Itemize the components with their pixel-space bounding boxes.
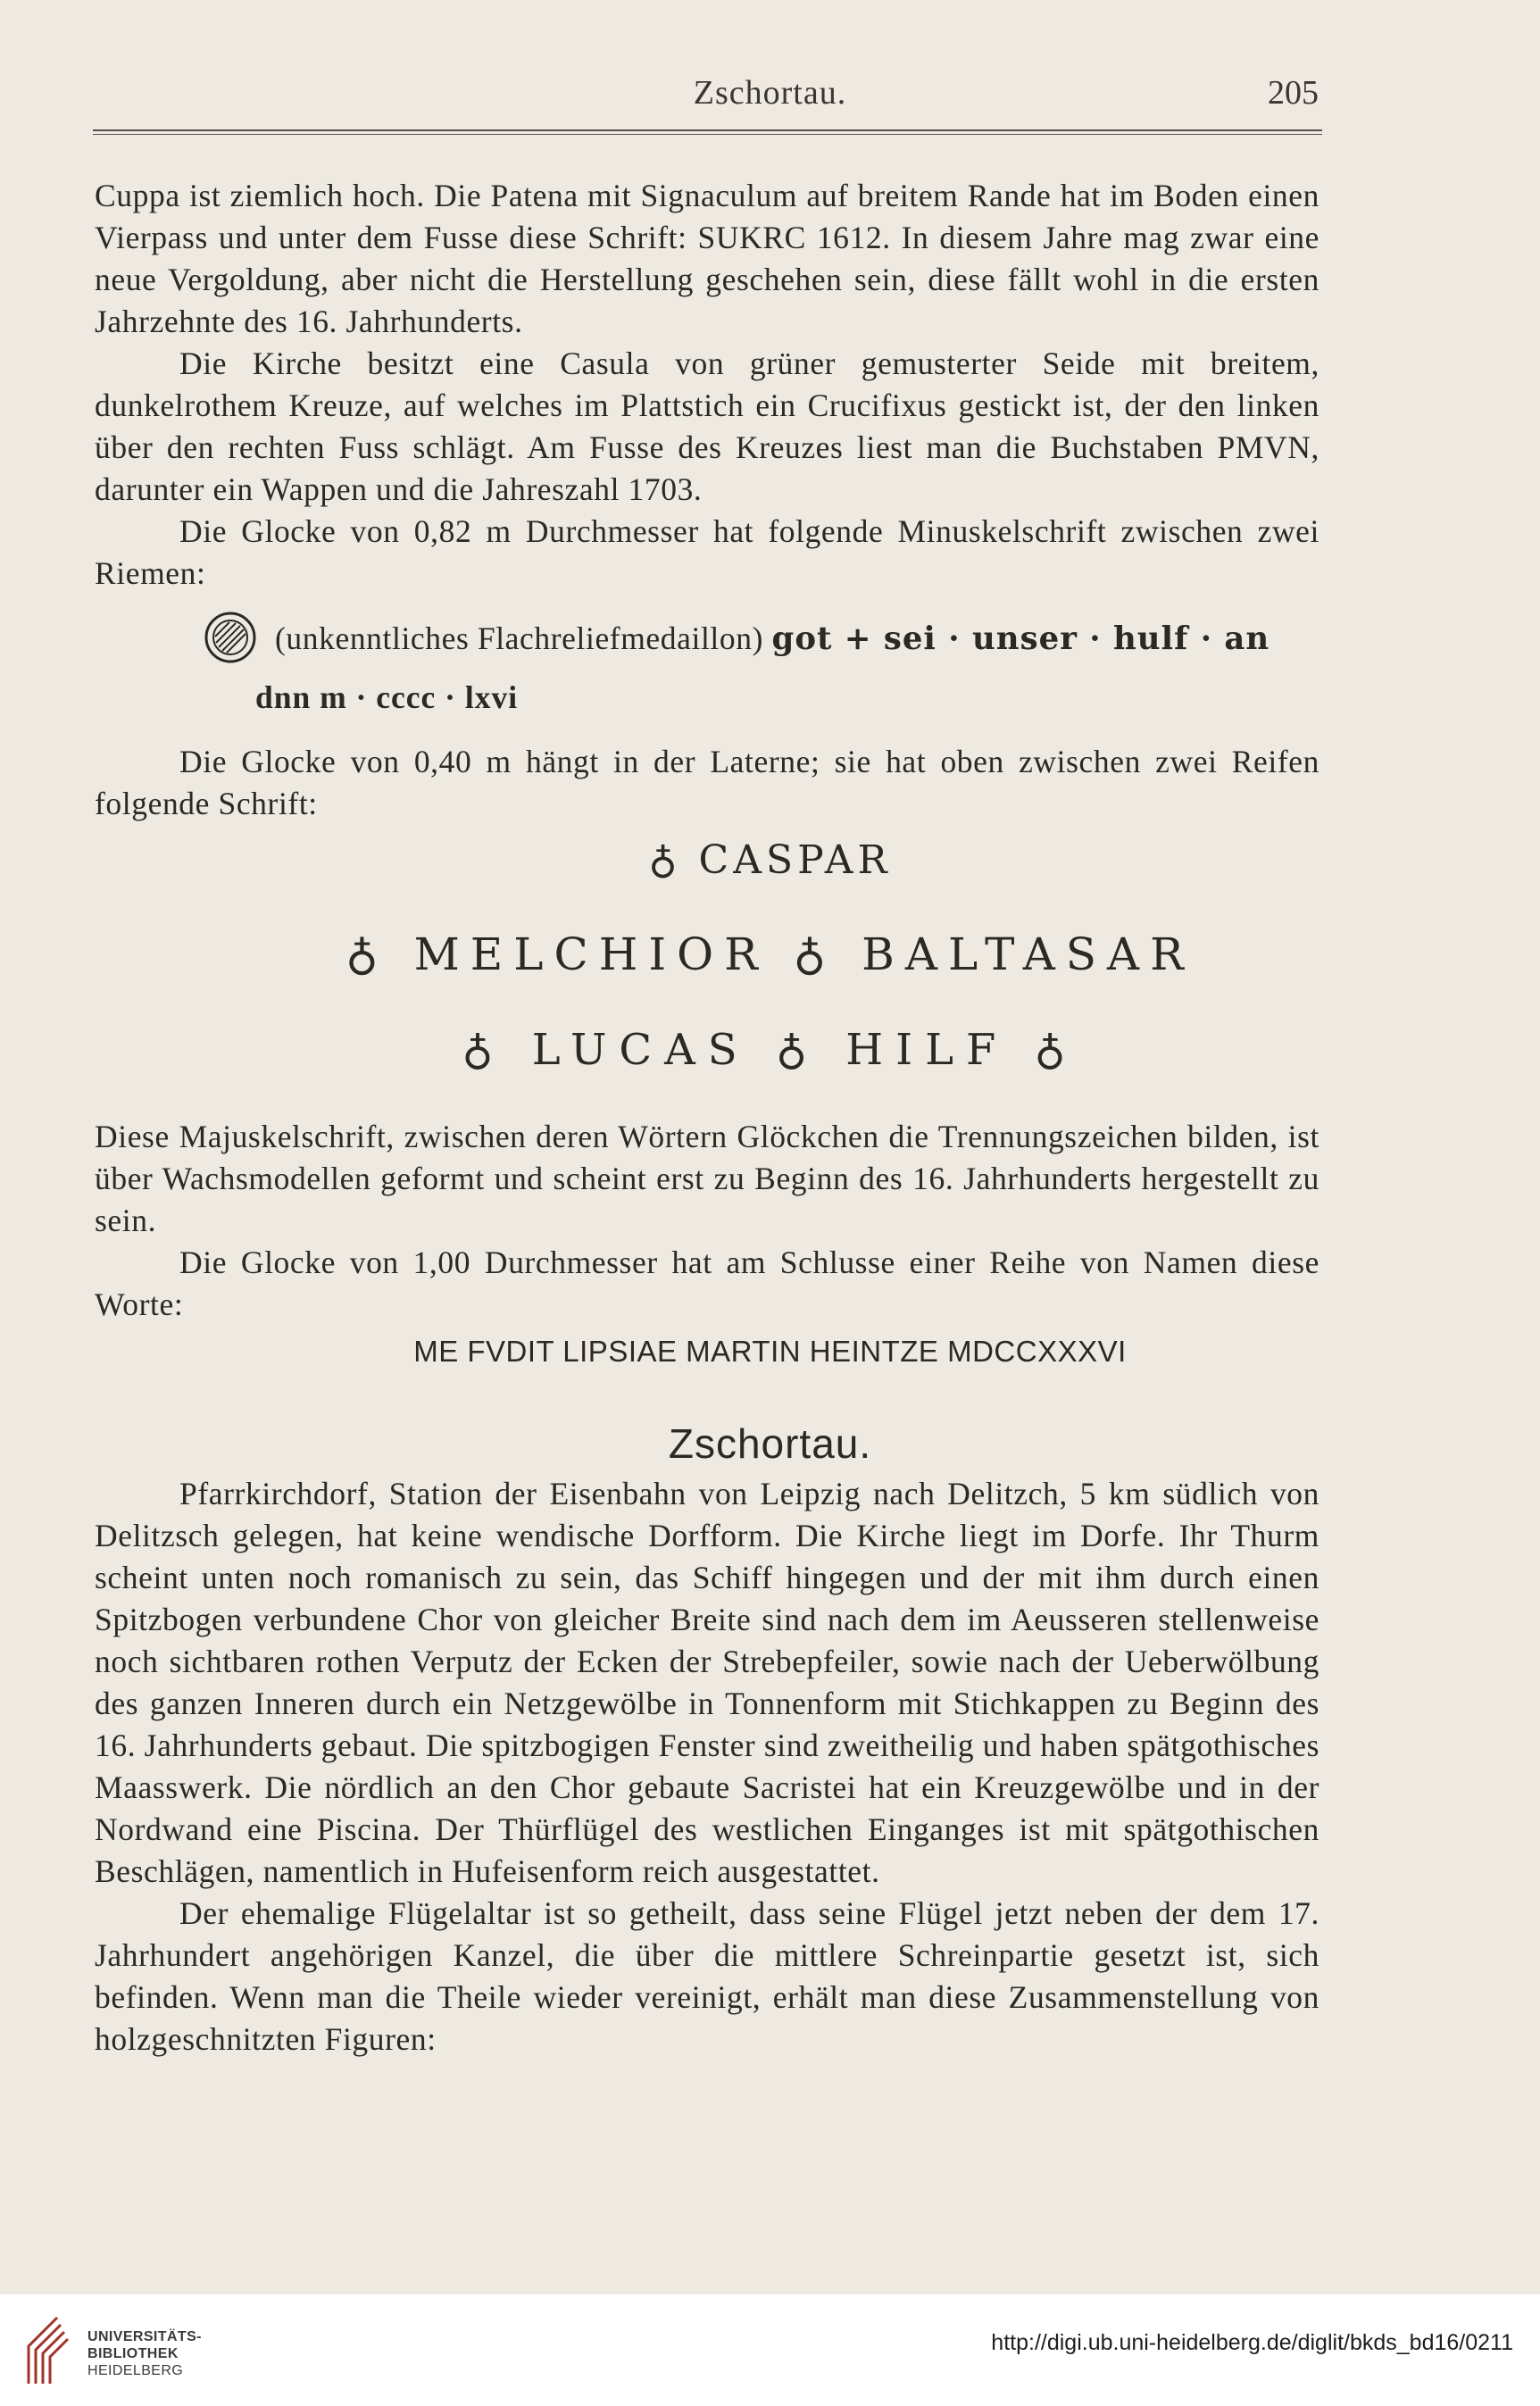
paragraph: Die Glocke von 0,82 m Durchmesser hat folgende Minuskelschrift zwischen zwei Riemen: bbox=[95, 513, 1319, 591]
inscription-line-1 bbox=[275, 620, 1269, 657]
paragraph: Die Kirche besitzt eine Casula von grüner gemusterter Seide mit breitem, dunkelrothem Kreuze, auf welches im Plattstich ein Crucifixus gestickt ist, der den linken über den rechten Fuss schlägt. Am Fusse des Kreuzes liest man die Buchstaben PMVN, darunter ein Wappen und die Jahreszahl 1703. bbox=[95, 345, 1319, 507]
minuscule-inscription bbox=[96, 605, 1321, 715]
footer-bar bbox=[0, 2294, 1540, 2406]
paragraph: Der ehemalige Flügelaltar ist so getheilt, dass seine Flügel jetzt neben der dem 17. Jahrhundert angehörigen Kanzel, die über die mittlere Schreinpartie gesetzt ist, sich befinden. Wenn man die Theile wieder vereinigt, erhält man diese Zusammenstellung von holzgeschnitzten Figuren: bbox=[95, 1895, 1319, 2057]
library-logo-icon bbox=[21, 2310, 75, 2391]
inscription-gothic-text: got + sei · unser · hulf · an bbox=[771, 620, 1270, 657]
paragraph: Pfarrkirchdorf, Station der Eisenbahn von Leipzig nach Delitzch, 5 km südlich von Delitzsch gelegen, hat keine wendische Dorfform. Die Kirche liegt im Dorfe. Ihr Thurm scheint unten noch romanisch zu sein, das Schiff hingegen und der mit ihm durch einen Spitzbogen verbundene Chor von gleicher Breite sind nach dem im Aeusseren stellenweise noch sichtbaren rothen Verputz der Ecken der Strebepfeiler, sowie nach der Ueberwölbung des ganzen Inneren durch ein Netzgewölbe in Tonnenform mit Stichkappen zu Beginn des 16. Jahrhunderts gebaut. Die spitzbogigen Fenster sind zweitheilig und haben spätgothisches Maasswerk. Die nördlich an den Chor gebaute Sacristei hat ein Kreuzgewölbe und in der Nordwand eine Piscina. Der Thürflügel des westlichen Einganges ist mit spätgothischen Beschlägen, namentlich in Hufeisenform reich ausgestattet. bbox=[95, 1476, 1319, 1889]
section-heading: Zschortau. bbox=[668, 1420, 872, 1467]
running-title: Zschortau. bbox=[693, 74, 847, 112]
paragraph: Die Glocke von 1,00 Durchmesser hat am Schlusse einer Reihe von Namen diese Worte: bbox=[95, 1245, 1319, 1322]
paragraph: Die Glocke von 0,40 m hängt in der Laterne; sie hat oben zwischen zwei Reifen folgende Schrift: bbox=[95, 744, 1319, 821]
source-url-link[interactable]: http://digi.ub.uni-heidelberg.de/diglit/bkds_bd16/0211 bbox=[991, 2330, 1513, 2355]
bell-inscription-sans: ME FVDIT LIPSIAE MARTIN HEINTZE MDCCXXXVI bbox=[413, 1335, 1127, 1368]
majuscule-line-2: ♁ MELCHIOR ♁ BALTASAR bbox=[345, 928, 1195, 980]
running-head bbox=[0, 73, 1540, 118]
library-name-line: UNIVERSITÄTS- bbox=[87, 2329, 202, 2344]
library-name-line: BIBLIOTHEK bbox=[87, 2346, 179, 2361]
library-name bbox=[87, 2328, 202, 2379]
text-block-top bbox=[95, 175, 1319, 595]
majuscule-line-3: ♁ LUCAS ♁ HILF ♁ bbox=[462, 1025, 1078, 1075]
header-double-rule bbox=[93, 129, 1322, 135]
inscription-note: (unkenntliches Flachreliefmedaillon) bbox=[275, 620, 764, 656]
page-number: 205 bbox=[1268, 74, 1319, 112]
text-block-section bbox=[95, 1473, 1319, 2061]
paragraph: Diese Majuskelschrift, zwischen deren Wörtern Glöckchen die Trennungszeichen bilden, ist über Wachsmodellen geformt und scheint erst zu Beginn des 16. Jahrhunderts hergestellt zu sein. bbox=[95, 1119, 1319, 1238]
paragraph: Cuppa ist ziemlich hoch. Die Patena mit Signaculum auf breitem Rande hat im Boden einen Vierpass und unter dem Fusse diese Schrift: SUKRC 1612. In diesem Jahre mag zwar eine neue Vergoldung, aber nicht die Herstellung geschehen sein, diese fällt wohl in die ersten Jahrzehnte des 16. Jahrhunderts. bbox=[95, 178, 1319, 339]
library-name-line: HEIDELBERG bbox=[87, 2363, 184, 2378]
medallion-icon bbox=[204, 611, 257, 664]
text-block-after bbox=[95, 1116, 1319, 1326]
inscription-line-2: dnn m · cccc · lxvi bbox=[255, 679, 519, 715]
text-block-mid bbox=[95, 741, 1319, 825]
majuscule-line-1: ♁ CASPAR bbox=[648, 837, 892, 883]
